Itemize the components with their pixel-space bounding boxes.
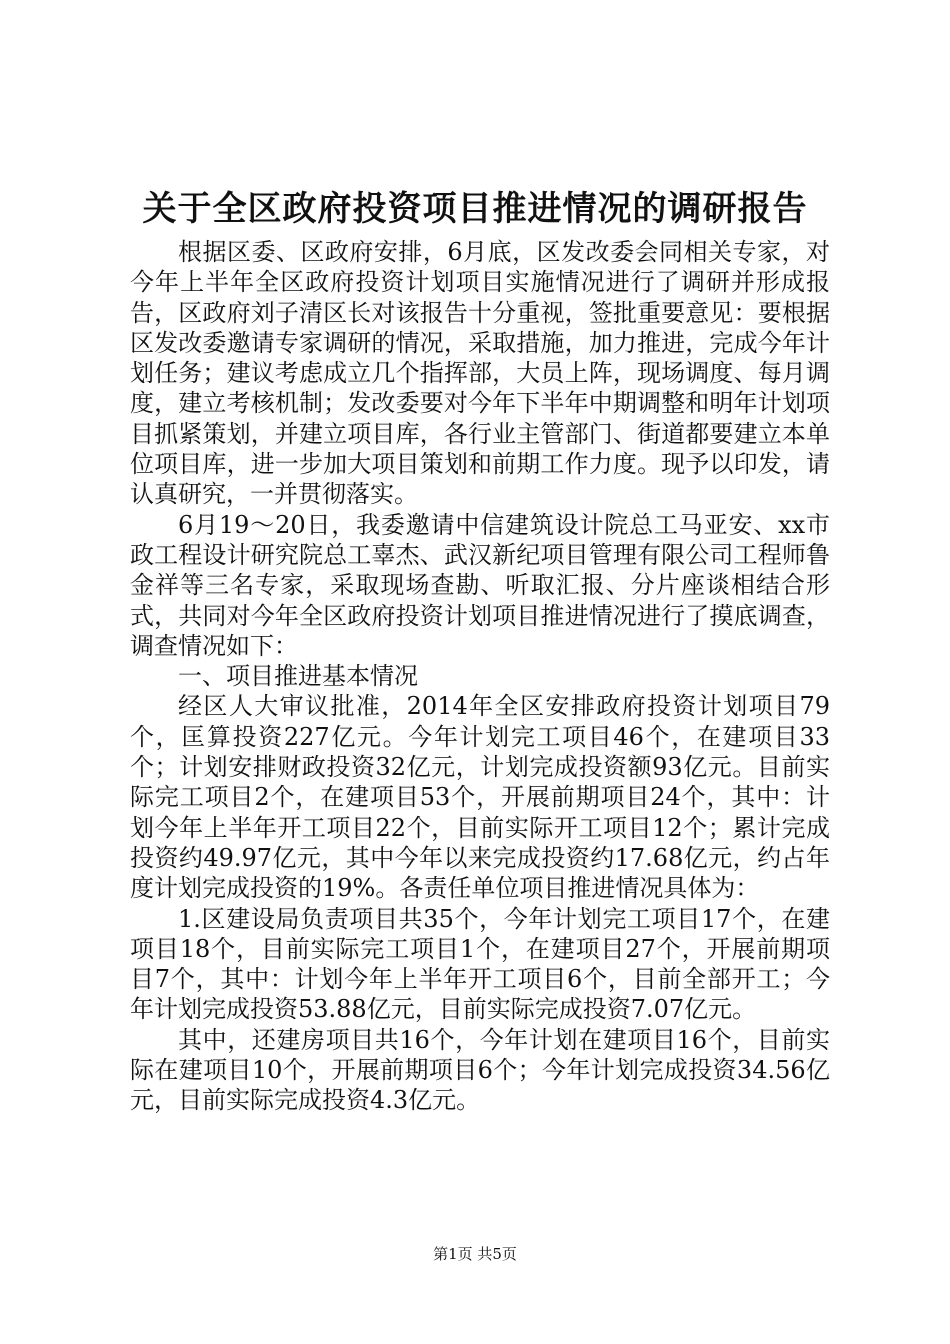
paragraph-overview: 经区人大审议批准，2014年全区安排政府投资计划项目79个，匡算投资227亿元。今年计划完工项目46个，在建项目33个；计划安排财政投资32亿元，计划完成投资额93亿元。目前实际完工项目2个，在建项目53个，开展前期项目24个，其中：计划今年上半年开工项目22个，目前实际开工项目12个；累计完成投资约49.97亿元，其中今年以来完成投资约17.68亿元，约占年度计划完成投资的19%。各责任单位项目推进情况具体为： [130,692,830,903]
paragraph-intro: 根据区委、区政府安排，6月底，区发改委会同相关专家，对今年上半年全区政府投资计划项目实施情况进行了调研并形成报告，区政府刘子清区长对该报告十分重视，签批重要意见：要根据区发改委邀请专家调研的情况，采取措施，加力推进，完成今年计划任务；建议考虑成立几个指挥部，大员上阵，现场调度、每月调度，建立考核机制；发改委要对今年下半年中期调整和明年计划项目抓紧策划，并建立项目库，各行业主管部门、街道都要建立本单位项目库，进一步加大项目策划和前期工作力度。现予以印发，请认真研究，一并贯彻落实。 [130,238,830,509]
page-number: 第1页 共5页 [433,1245,517,1263]
section-heading-1: 一、项目推进基本情况 [178,662,418,691]
paragraph-survey: 6月19～20日，我委邀请中信建筑设计院总工马亚安、xx市政工程设计研究院总工辜杰、武汉新纪项目管理有限公司工程师鲁金祥等三名专家，采取现场查勘、听取汇报、分片座谈相结合形式，共同对今年全区政府投资计划项目推进情况进行了摸底调查，调查情况如下： [130,510,830,660]
paragraph-item-1: 1.区建设局负责项目共35个，今年计划完工项目17个，在建项目18个，目前实际完工项目1个，在建项目27个，开展前期项目7个，其中：计划今年上半年开工项目6个，目前全部开工；今年计划完成投资53.88亿元，目前实际完成投资7.07亿元。 [130,904,830,1024]
document-title: 关于全区政府投资项目推进情况的调研报告 [142,189,808,229]
paragraph-housing: 其中，还建房项目共16个，今年计划在建项目16个，目前实际在建项目10个，开展前期项目6个；今年计划完成投资34.56亿元，目前实际完成投资4.3亿元。 [130,1025,830,1115]
document-body [130,237,830,1116]
